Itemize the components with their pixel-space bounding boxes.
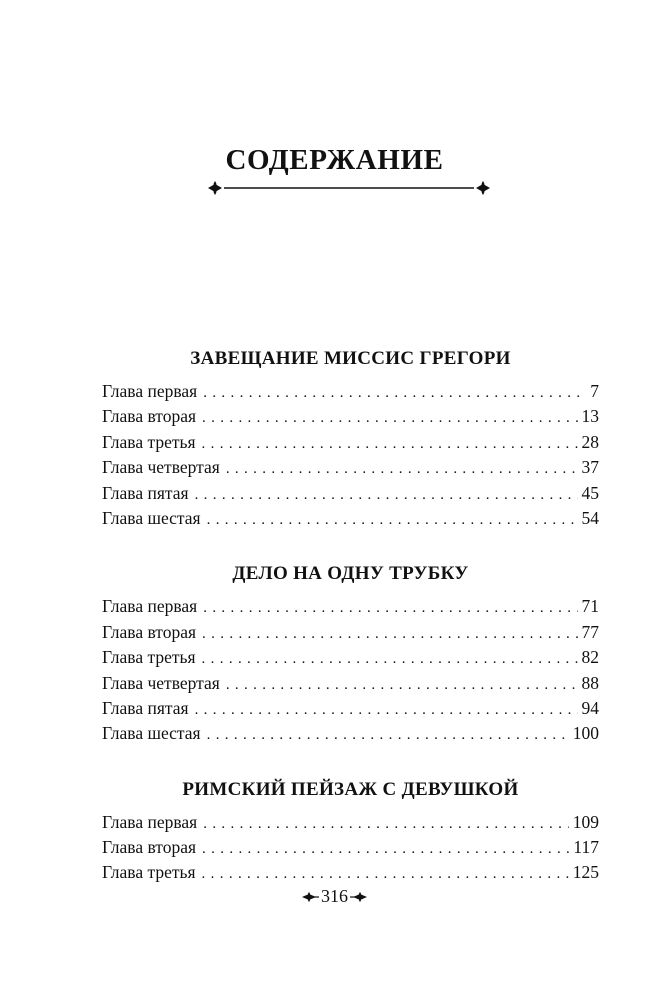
dot-leader bbox=[207, 508, 578, 533]
right-fleuron-icon bbox=[476, 181, 490, 195]
entry-label: Глава первая bbox=[102, 596, 198, 617]
entry-label: Глава четвертая bbox=[102, 457, 220, 478]
page-number-footer bbox=[0, 886, 669, 907]
entry-label: Глава первая bbox=[102, 381, 198, 401]
dot-leader bbox=[207, 723, 569, 748]
entry-label: Глава шестая bbox=[102, 507, 201, 528]
entry-page-number: 82 bbox=[581, 647, 599, 668]
entry-page-number: 109 bbox=[572, 811, 599, 832]
toc-section bbox=[102, 346, 599, 531]
dot-leader bbox=[202, 622, 577, 647]
dot-leader bbox=[202, 837, 569, 862]
entry-page-number: 88 bbox=[581, 672, 599, 693]
toc-sections bbox=[102, 346, 599, 916]
entry-label: Глава вторая bbox=[102, 837, 197, 858]
entry-label: Глава шестая bbox=[102, 723, 201, 744]
entry-page-number: 71 bbox=[581, 596, 599, 617]
toc-entry bbox=[102, 506, 599, 531]
toc-entry bbox=[102, 404, 599, 429]
entry-label: Глава третья bbox=[102, 647, 196, 668]
dot-leader bbox=[202, 647, 578, 672]
entry-page-number: 100 bbox=[572, 723, 599, 744]
toc-entry bbox=[102, 696, 599, 721]
entry-label: Глава третья bbox=[102, 862, 196, 883]
entry-page-number: 45 bbox=[581, 482, 599, 503]
left-fleuron-icon bbox=[208, 181, 222, 195]
dot-leader bbox=[202, 432, 578, 457]
dot-leader bbox=[202, 862, 569, 887]
toc-entry bbox=[102, 835, 599, 860]
toc-entry bbox=[102, 671, 599, 696]
dot-leader bbox=[195, 483, 578, 508]
entry-page-number: 28 bbox=[581, 431, 599, 452]
toc-entry bbox=[102, 645, 599, 670]
entry-page-number: 13 bbox=[581, 406, 599, 427]
entry-label: Глава вторая bbox=[102, 621, 197, 642]
dot-leader bbox=[203, 812, 569, 837]
entry-label: Глава третья bbox=[102, 431, 196, 452]
page-title: СОДЕРЖАНИЕ bbox=[225, 144, 444, 176]
section-heading: ЗАВЕЩАНИЕ МИССИС ГРЕГОРИ bbox=[190, 348, 511, 369]
toc-entry bbox=[102, 430, 599, 455]
entry-page-number: 125 bbox=[572, 862, 599, 883]
section-heading: ДЕЛО НА ОДНУ ТРУБКУ bbox=[232, 563, 469, 585]
toc-section bbox=[102, 561, 599, 746]
entry-page-number: 7 bbox=[590, 381, 599, 401]
toc-entry bbox=[102, 860, 599, 885]
entry-label: Глава пятая bbox=[102, 697, 189, 718]
entry-page-number: 54 bbox=[581, 507, 599, 528]
section-heading: РИМСКИЙ ПЕЙЗАЖ С ДЕВУШКОЙ bbox=[182, 778, 519, 800]
fleuron-icon bbox=[301, 891, 319, 903]
entry-label: Глава первая bbox=[102, 811, 198, 832]
entry-page-number: 37 bbox=[581, 457, 599, 478]
toc-section bbox=[102, 777, 599, 886]
toc-entry bbox=[102, 620, 599, 645]
dot-leader bbox=[202, 406, 577, 431]
entry-label: Глава вторая bbox=[102, 406, 197, 427]
fleuron-icon bbox=[350, 891, 368, 903]
dot-leader bbox=[195, 698, 578, 723]
entry-label: Глава четвертая bbox=[102, 672, 220, 693]
toc-entry bbox=[102, 379, 599, 404]
toc-entry bbox=[102, 810, 599, 835]
entry-page-number: 94 bbox=[581, 697, 599, 718]
decorative-rule-icon bbox=[206, 178, 492, 198]
entry-page-number: 77 bbox=[581, 621, 599, 642]
entry-page-number: 117 bbox=[573, 837, 599, 858]
dot-leader bbox=[203, 596, 577, 621]
dot-leader bbox=[203, 381, 586, 406]
toc-entry bbox=[102, 721, 599, 746]
dot-leader bbox=[226, 457, 578, 482]
dot-leader bbox=[226, 673, 578, 698]
toc-entry bbox=[102, 455, 599, 480]
toc-entry bbox=[102, 481, 599, 506]
toc-entry bbox=[102, 594, 599, 619]
entry-label: Глава пятая bbox=[102, 482, 189, 503]
page-number: 316 bbox=[321, 886, 348, 906]
